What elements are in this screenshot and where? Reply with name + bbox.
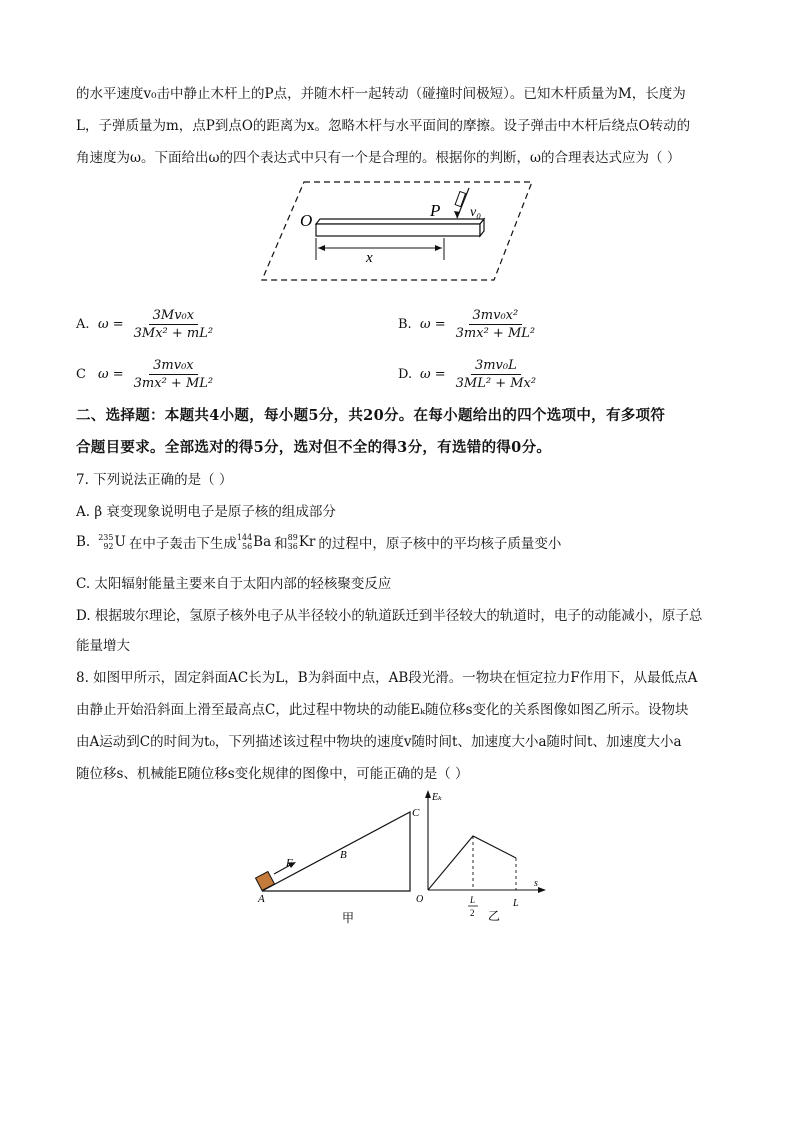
q6-line-2: L，子弹质量为m，点P到点O的距离为x。忽略木杆与水平面间的摩擦。设子弹击中木杆后绕点O转动的	[76, 118, 691, 134]
figure-yi-ek-graph	[412, 786, 552, 926]
rod-figure	[258, 178, 538, 284]
section2-line-1: 二、选择题：本题共4小题，每小题5分，共20分。在每小题给出的四个选项中，有多项符	[76, 407, 666, 424]
label-O: O	[300, 211, 313, 230]
q7-option-d-line1[interactable]: D. 根据玻尔理论，氢原子核外电子从半径较小的轨道跃迁到半径较大的轨道时，电子的动能减小，原子总	[76, 608, 703, 624]
label-L: L	[513, 898, 519, 909]
label-F: F	[286, 857, 293, 869]
nuclide-kr89: 89 36 Kr	[287, 533, 316, 551]
label-x: x	[366, 250, 373, 266]
q6-option-a[interactable]: A. ω = $\frac{\text{3Mv₀x}}{\text{3Mx² + mL²}}$	[76, 308, 214, 341]
q7-option-d-line2: 能量增大	[76, 638, 130, 654]
label-A: A	[258, 893, 265, 905]
q7-option-c[interactable]: C. 太阳辐射能量主要来自于太阳内部的轻核聚变反应	[76, 576, 392, 592]
q6-line-3: 角速度为ω。下面给出ω的四个表达式中只有一个是合理的。根据你的判断，ω的合理表达式应为（ ）	[76, 150, 681, 166]
q8-line-4: 随位移s、机械能E随位移s变化规律的图像中，可能正确的是（ ）	[76, 766, 469, 782]
q8-line-2: 由静止开始沿斜面上滑至最高点C，此过程中物块的动能Eₖ随位移s变化的关系图像如图乙所示。设物块	[76, 702, 689, 718]
q6-option-d[interactable]: D. ω = $\frac{\text{3mv₀L}}{\text{3ML² + Mx²}}$	[398, 358, 537, 391]
figure-jia-incline	[250, 800, 430, 930]
label-C: C	[412, 807, 420, 819]
q6-option-c[interactable]: C ω = $\frac{\text{3mv₀x}}{\text{3mx² + ML²}}$	[76, 358, 214, 391]
nuclide-u235: 235 92 U	[98, 533, 126, 551]
label-half-num: L	[470, 895, 476, 905]
label-B: B	[340, 849, 347, 861]
q6-line-1: 的水平速度v₀击中静止木杆上的P点，并随木杆一起转动（碰撞时间极短）。已知木杆质量为M，长度为	[76, 86, 686, 102]
nuclide-ba144: 144 56 Ba	[236, 533, 272, 551]
incline-triangle	[262, 812, 410, 891]
label-half-den: 2	[470, 908, 475, 918]
q7-option-b[interactable]: B. 235 92 U 在中子轰击下生成 144 56 Ba 和 89 36 Kr 的过程中，原子核中的平均核子质量变小	[76, 533, 562, 552]
rod-top	[316, 219, 484, 224]
q8-line-3: 由A运动到C的时间为t₀，下列描述该过程中物块的速度v随时间t、加速度大小a随时间t、加速度大小a	[76, 734, 682, 750]
q6-option-b[interactable]: B. ω = $\frac{\text{3mv₀x²}}{\text{3mx² + ML²}}$	[398, 308, 536, 341]
label-Ek: Eₖ	[432, 792, 442, 803]
caption-jia: 甲	[342, 911, 355, 925]
label-O: O	[416, 894, 424, 905]
block	[256, 872, 275, 891]
section2-line-2: 合题目要求。全部选对的得5分，选对但不全的得3分，有选错的得0分。	[76, 439, 552, 456]
rod-body	[316, 224, 480, 236]
label-P: P	[430, 201, 441, 220]
q7-option-a[interactable]: A. β 衰变现象说明电子是原子核的组成部分	[76, 504, 336, 520]
label-v0: v₀	[470, 205, 482, 220]
q8-line-1: 8. 如图甲所示，固定斜面AC长为L，B为斜面中点，AB段光滑。一物块在恒定拉力F作用下，从最低点A	[76, 670, 698, 686]
ek-curve	[428, 836, 516, 890]
caption-yi: 乙	[488, 909, 501, 923]
label-s: s	[534, 878, 538, 889]
q7-stem: 7. 下列说法正确的是（ ）	[76, 472, 233, 488]
